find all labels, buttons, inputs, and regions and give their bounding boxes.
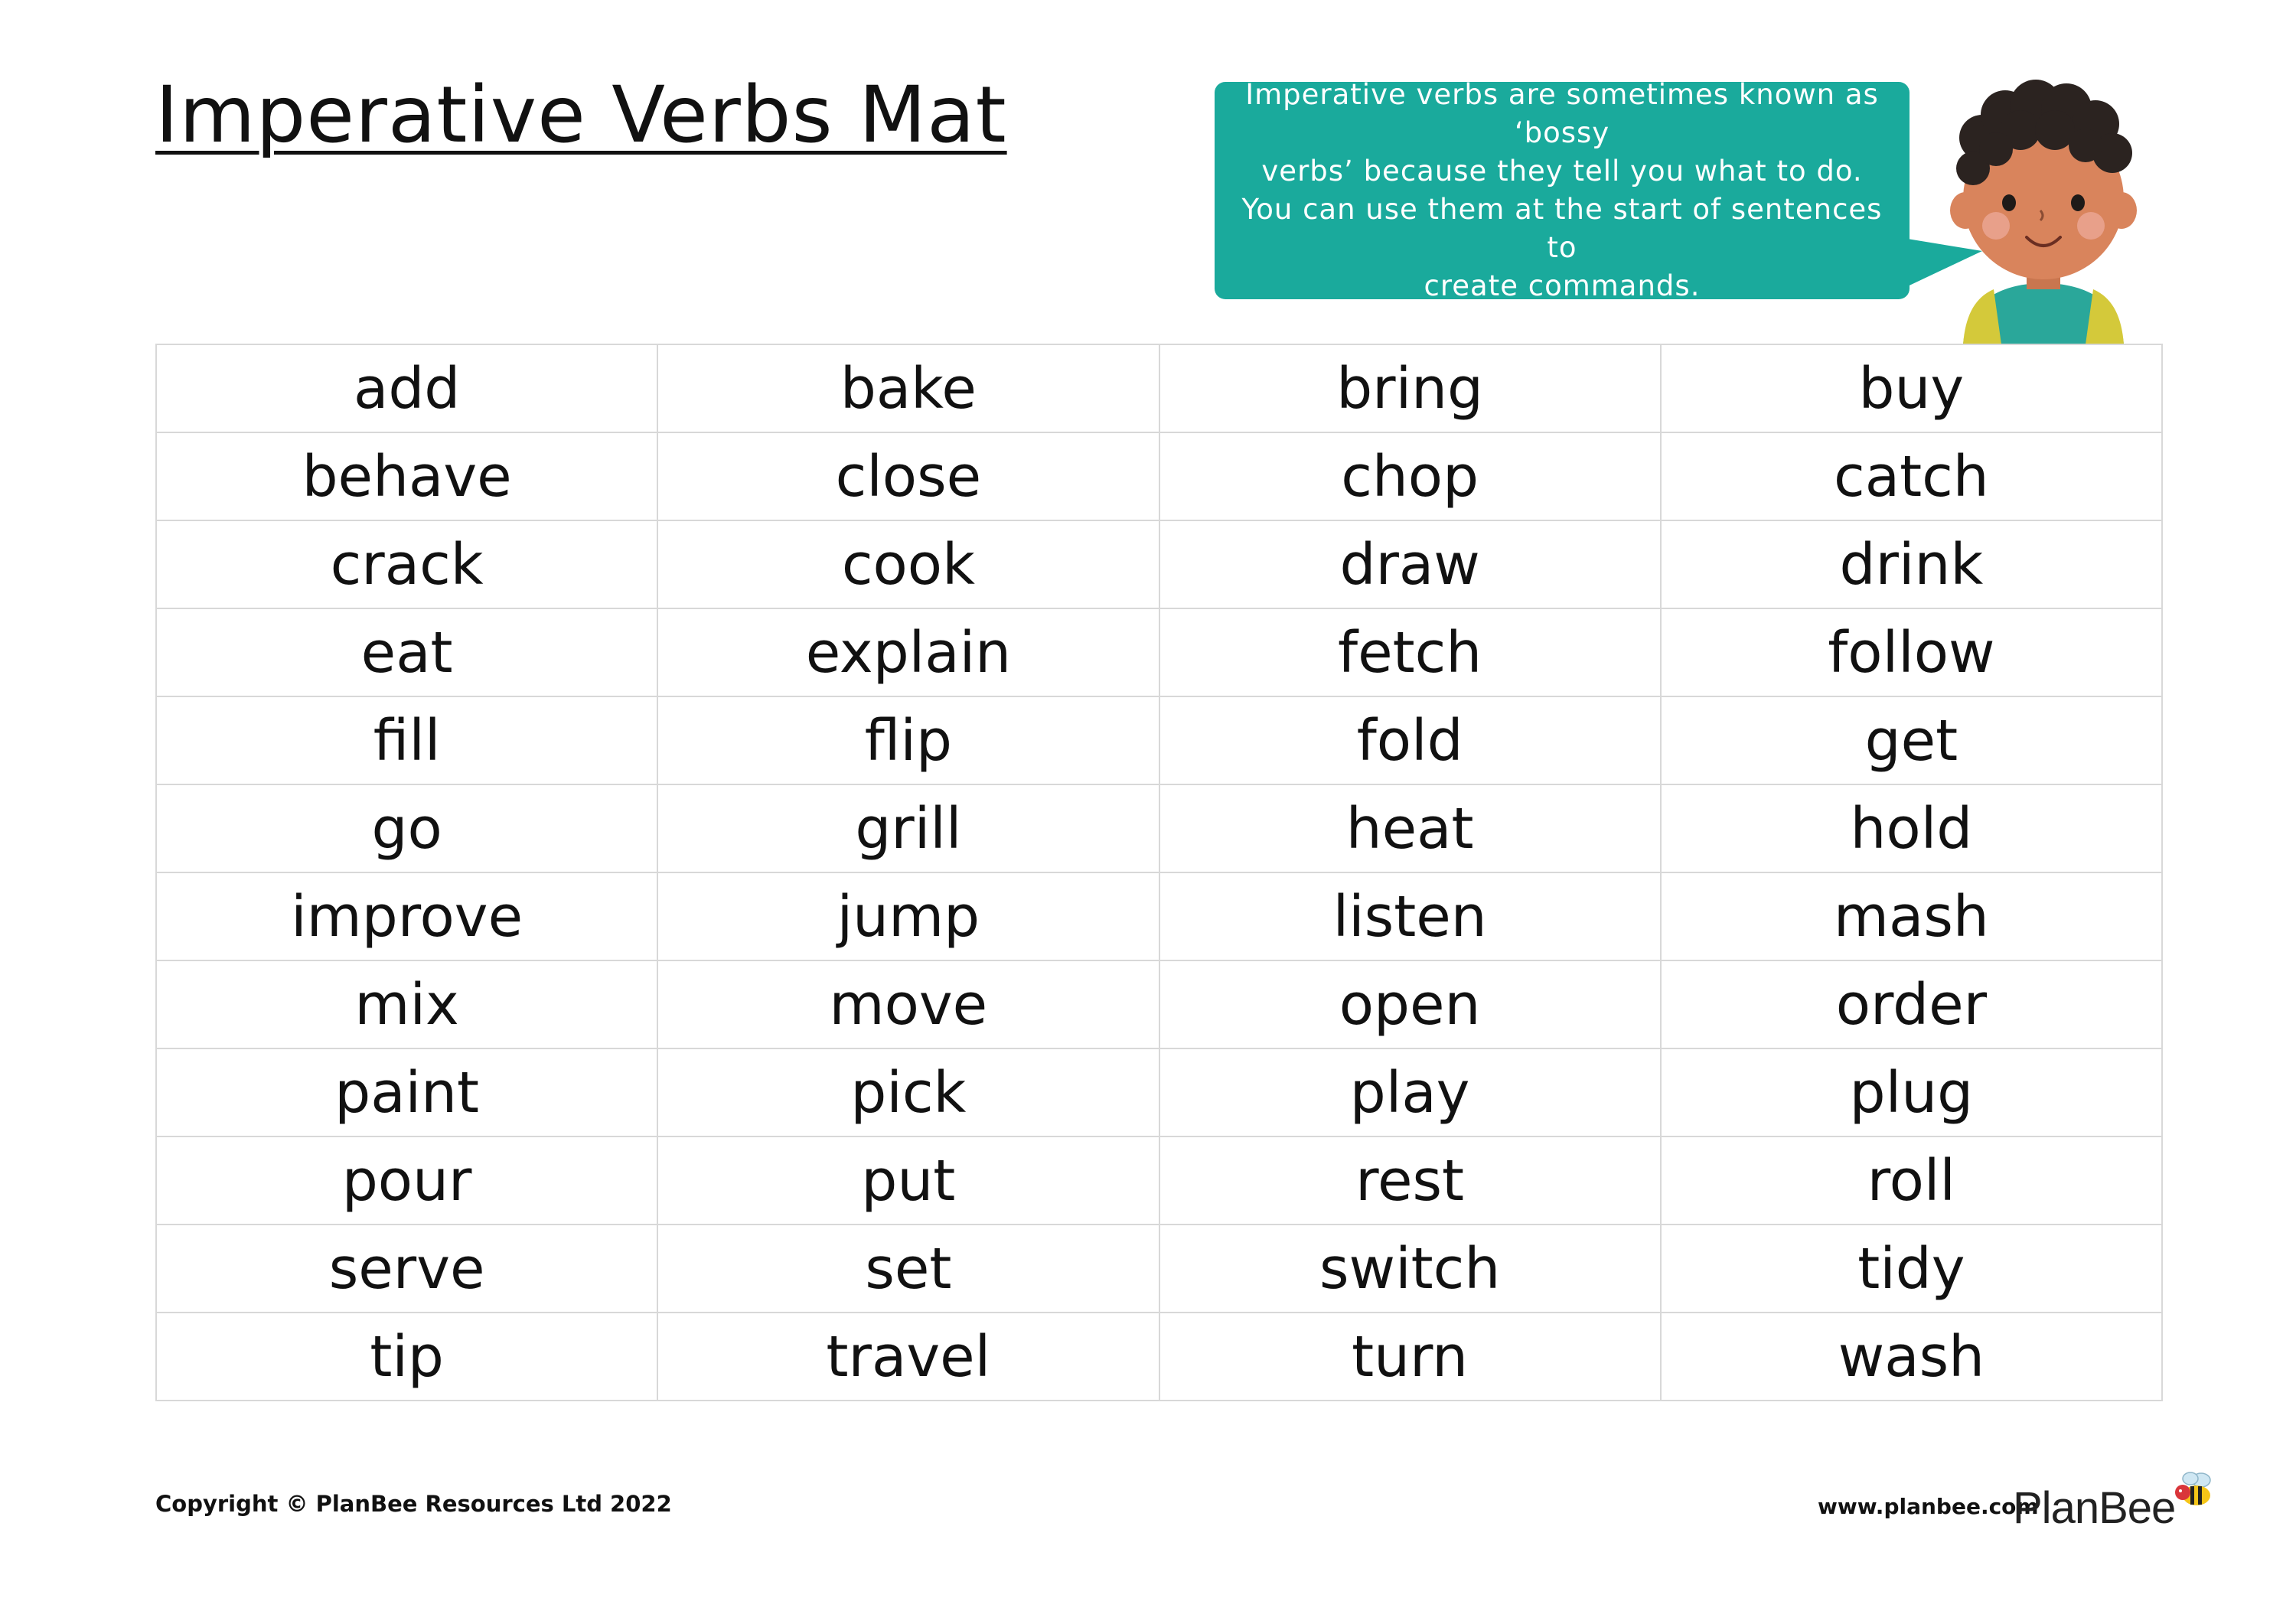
verb-cell: tip xyxy=(156,1313,657,1401)
verb-cell: move xyxy=(657,960,1159,1048)
logo-text: PlanBee xyxy=(2013,1483,2176,1533)
verb-cell: bake xyxy=(657,344,1159,432)
verb-cell: jump xyxy=(657,872,1159,960)
verb-cell: heat xyxy=(1159,784,1661,872)
verb-cell: order xyxy=(1661,960,2162,1048)
verb-cell: switch xyxy=(1159,1225,1661,1313)
verb-cell: chop xyxy=(1159,432,1661,520)
verb-cell: wash xyxy=(1661,1313,2162,1401)
verb-cell: draw xyxy=(1159,520,1661,608)
boy-illustration xyxy=(1929,54,2158,344)
verb-cell: close xyxy=(657,432,1159,520)
verb-cell: buy xyxy=(1661,344,2162,432)
bubble-line: Imperative verbs are sometimes known as ‘bossy xyxy=(1245,78,1879,149)
speech-bubble-text xyxy=(1238,76,1887,305)
verb-cell: turn xyxy=(1159,1313,1661,1401)
verb-cell: eat xyxy=(156,608,657,696)
table-row xyxy=(156,520,2162,608)
verb-cell: roll xyxy=(1661,1136,2162,1225)
table-row xyxy=(156,960,2162,1048)
website-url[interactable]: www.planbee.com xyxy=(1818,1494,2039,1519)
verb-cell: mix xyxy=(156,960,657,1048)
verb-cell: explain xyxy=(657,608,1159,696)
verb-cell: rest xyxy=(1159,1136,1661,1225)
verb-cell: pour xyxy=(156,1136,657,1225)
verb-cell: play xyxy=(1159,1048,1661,1136)
bee-icon xyxy=(2170,1469,2219,1512)
verb-cell: fill xyxy=(156,696,657,784)
table-row xyxy=(156,608,2162,696)
table-row xyxy=(156,1225,2162,1313)
table-row xyxy=(156,696,2162,784)
verb-cell: serve xyxy=(156,1225,657,1313)
verb-cell: paint xyxy=(156,1048,657,1136)
bubble-line: You can use them at the start of sentences to xyxy=(1241,193,1883,264)
verb-cell: open xyxy=(1159,960,1661,1048)
table-row xyxy=(156,344,2162,432)
verb-cell: improve xyxy=(156,872,657,960)
verb-cell: add xyxy=(156,344,657,432)
planbee-logo xyxy=(2013,1469,2219,1534)
bubble-line: verbs’ because they tell you what to do. xyxy=(1261,155,1863,188)
table-row xyxy=(156,1048,2162,1136)
verb-cell: drink xyxy=(1661,520,2162,608)
verb-cell: cook xyxy=(657,520,1159,608)
page-title: Imperative Verbs Mat xyxy=(155,70,1007,161)
verb-cell: hold xyxy=(1661,784,2162,872)
verb-cell: set xyxy=(657,1225,1159,1313)
table-row xyxy=(156,872,2162,960)
verb-cell: get xyxy=(1661,696,2162,784)
copyright-text: Copyright © PlanBee Resources Ltd 2022 xyxy=(155,1491,672,1517)
verb-cell: fetch xyxy=(1159,608,1661,696)
verb-cell: go xyxy=(156,784,657,872)
verbs-table xyxy=(155,344,2163,1401)
verb-cell: bring xyxy=(1159,344,1661,432)
verb-cell: mash xyxy=(1661,872,2162,960)
verb-cell: follow xyxy=(1661,608,2162,696)
verb-cell: fold xyxy=(1159,696,1661,784)
table-row xyxy=(156,784,2162,872)
verb-cell: listen xyxy=(1159,872,1661,960)
verb-cell: put xyxy=(657,1136,1159,1225)
table-row xyxy=(156,1313,2162,1401)
verb-cell: flip xyxy=(657,696,1159,784)
verb-cell: travel xyxy=(657,1313,1159,1401)
verb-cell: catch xyxy=(1661,432,2162,520)
verb-cell: plug xyxy=(1661,1048,2162,1136)
bubble-line: create commands. xyxy=(1424,269,1701,302)
table-row xyxy=(156,432,2162,520)
verb-cell: grill xyxy=(657,784,1159,872)
speech-bubble xyxy=(1215,78,1910,302)
verb-cell: behave xyxy=(156,432,657,520)
table-row xyxy=(156,1136,2162,1225)
verb-cell: pick xyxy=(657,1048,1159,1136)
verb-cell: tidy xyxy=(1661,1225,2162,1313)
verb-cell: crack xyxy=(156,520,657,608)
